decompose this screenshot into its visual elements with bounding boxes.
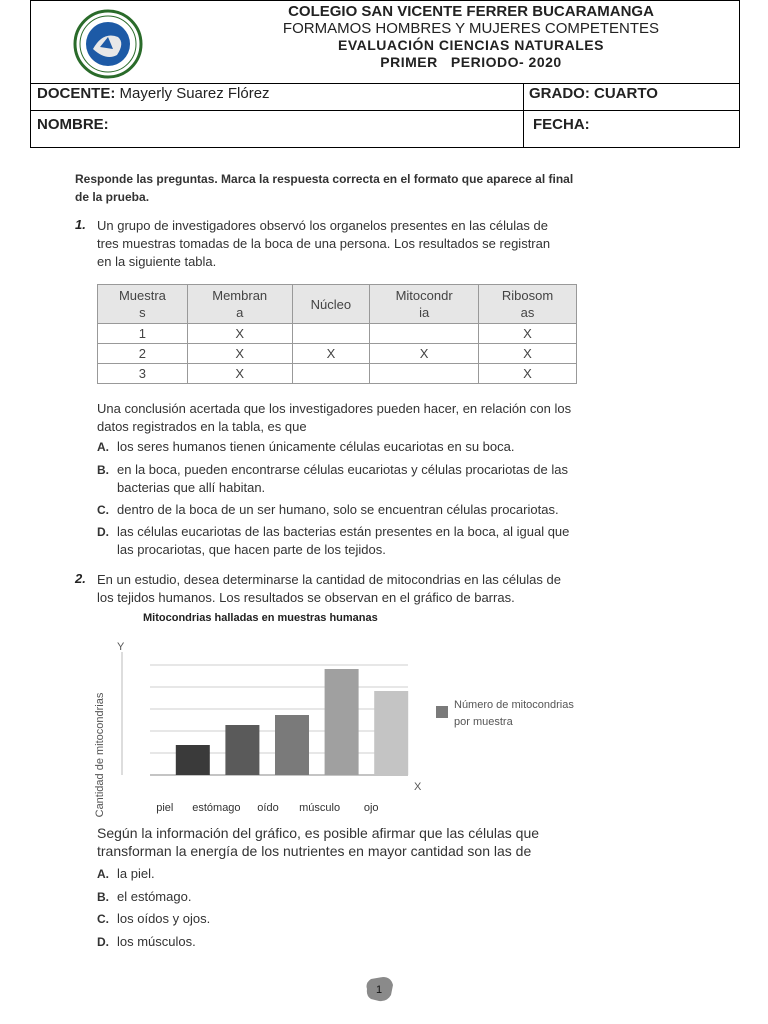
q2-option-a[interactable] [97,865,577,883]
chart-x-labels [156,802,378,814]
q2-option-c[interactable] [97,910,577,928]
docente-label: DOCENTE: [37,85,116,102]
option-letter: C. [97,503,109,517]
table-cell: X [479,324,577,344]
school-motto: FORMAMOS HOMBRES Y MUJERES COMPETENTES [282,20,660,37]
table-cell [292,364,370,384]
table-header-cell: Ribosom as [479,285,577,324]
table-cell: X [187,364,292,384]
school-name: COLEGIO SAN VICENTE FERRER BUCARAMANGA [288,3,654,20]
q2-option-b[interactable] [97,888,577,906]
option-letter: A. [97,440,109,454]
header-box [30,0,740,148]
table-header-cell: Núcleo [292,285,370,324]
chart-y-axis-letter: Y [117,641,125,653]
table-cell [370,364,479,384]
question-2-stem: Según la información del gráfico, es posible afirmar que las células que transforman la energía de los nutrientes en mayor cantidad son las de [97,825,540,859]
option-letter: C. [97,912,109,926]
chart-x-axis-letter: X [414,781,422,793]
table-cell: 1 [98,324,188,344]
option-letter: B. [97,890,109,904]
nombre-label: NOMBRE: [37,116,109,133]
table-cell: 3 [98,364,188,384]
option-text: la piel. [117,866,155,881]
q1-option-a[interactable] [97,438,577,456]
chart-x-tick-label: oído [257,802,279,814]
school-logo-icon [73,9,143,79]
header-nombre-row [31,110,739,148]
option-text: dentro de la boca de un ser humano, solo se encuentran células procariotas. [117,502,559,517]
page-number-badge [363,975,395,1003]
question-2-text: En un estudio, desea determinarse la cantidad de mitocondrias en las células de los tejidos humanos. Los resultados se observan en el gráfico de barras. [97,572,561,605]
table-cell: X [479,364,577,384]
chart-x-tick-label: piel [156,802,174,814]
question-1-text: Un grupo de investigadores observó los organelos presentes en las células de tres muestras tomadas de la boca de una persona. Los resultados se registran en la siguiente tabla. [97,218,551,269]
question-2-number: 2. [75,571,86,586]
header-divider [523,83,524,148]
table-cell [292,324,370,344]
table-cell: X [187,324,292,344]
option-text: los oídos y ojos. [117,911,211,926]
option-text: el estómago. [117,889,192,904]
option-letter: D. [97,935,109,949]
table-cell: X [187,344,292,364]
exam-title: EVALUACIÓN CIENCIAS NATURALES [338,37,604,53]
legend-swatch [436,706,448,718]
chart-y-axis-label: Cantidad de mitocondrias [94,692,106,818]
table-header-row [98,285,577,324]
chart-bar-músculo [325,669,359,775]
chart-bar-estómago [225,725,259,775]
chart-bar-ojo [374,691,408,775]
option-text: los seres humanos tienen únicamente células eucariotas en su boca. [117,439,515,454]
q1-option-b[interactable] [97,461,577,497]
instructions: Responde las preguntas. Marca la respuesta correcta en el formato que aparece al final de la prueba. [75,172,574,204]
option-text: las células eucariotas de las bacterias están presentes en la boca, al igual que las procariotas, que hacen parte de los tejidos. [117,524,570,557]
header-titles [211,3,731,71]
q2-option-d[interactable] [97,933,577,951]
table-cell: 2 [98,344,188,364]
table-cell: X [479,344,577,364]
table-cell: X [292,344,370,364]
chart-x-tick-label: músculo [299,802,341,814]
table-header-cell: Mitocondr ia [370,285,479,324]
grado-label: GRADO: CUARTO [529,85,658,102]
organelle-table [97,284,577,384]
chart-x-tick-label: ojo [363,802,379,814]
option-letter: D. [97,525,109,539]
table-header-cell: Membran a [187,285,292,324]
question-1-number: 1. [75,217,86,232]
table-cell [370,324,479,344]
table-row [98,324,577,344]
table-row [98,344,577,364]
table-cell: X [370,344,479,364]
q1-option-c[interactable] [97,501,577,519]
chart-x-tick-label: estómago [192,802,241,814]
table-row [98,364,577,384]
chart-legend: Número de mitocondrias por muestra [454,699,574,728]
question-1-stem: Una conclusión acertada que los investigadores pueden hacer, en relación con los datos registrados en la tabla, es que [97,401,572,434]
docente-value: Mayerly Suarez Flórez [119,85,270,102]
mitochondria-bar-chart [80,630,600,820]
chart-grid [122,652,408,775]
q1-option-d[interactable] [97,523,577,559]
chart-title: Mitocondrias halladas en muestras humanas [143,612,378,624]
option-text: los músculos. [117,934,196,949]
fecha-label: FECHA: [533,116,590,133]
page-number: 1 [375,984,383,996]
chart-bars [176,669,408,775]
option-letter: A. [97,867,109,881]
option-text: en la boca, pueden encontrarse células eucariotas y células procariotas de las bacterias que allí habitan. [117,462,568,495]
option-letter: B. [97,463,109,477]
table-header-cell: Muestra s [98,285,188,324]
chart-bar-oído [275,715,309,775]
chart-bar-piel [176,745,210,775]
docente-cell [37,85,270,102]
exam-period: PRIMER PERIODO- 2020 [380,54,562,70]
